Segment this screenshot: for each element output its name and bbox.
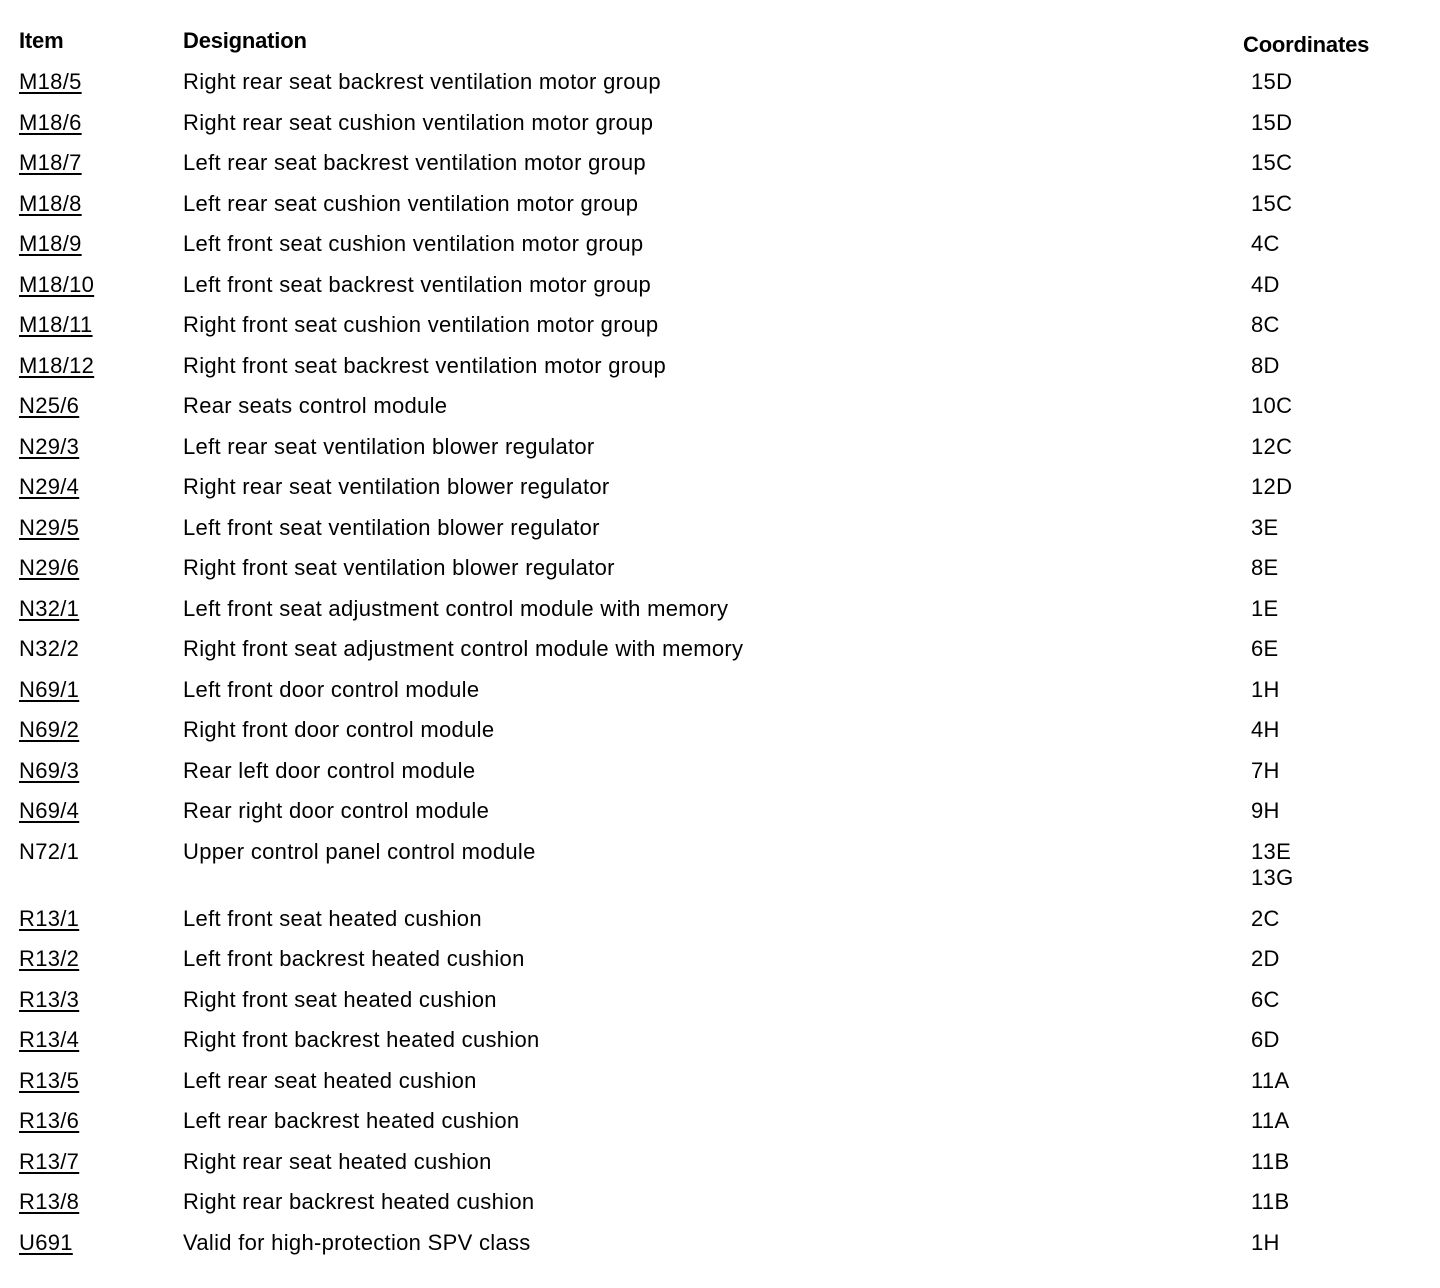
coordinate-value: 1H xyxy=(1251,676,1280,702)
coordinate-value: 15D xyxy=(1251,109,1293,135)
table-row xyxy=(0,427,1440,468)
coordinate-value: 1H xyxy=(1251,1229,1280,1255)
designation-text: Left rear seat cushion ventilation motor group xyxy=(183,190,639,216)
item-link[interactable]: N32/1 xyxy=(19,595,80,621)
item-link[interactable]: R13/3 xyxy=(19,986,80,1012)
designation-text: Left rear seat heated cushion xyxy=(183,1067,477,1093)
coordinates-cell xyxy=(1251,717,1280,743)
coordinate-value: 2D xyxy=(1251,946,1280,971)
item-link[interactable]: N25/6 xyxy=(19,393,80,418)
coordinates-cell xyxy=(1251,191,1292,217)
item-link[interactable]: N29/5 xyxy=(19,514,80,540)
designation-text: Upper control panel control module xyxy=(183,838,536,864)
table-row xyxy=(0,1020,1440,1061)
designation-text: Left front seat backrest ventilation motor group xyxy=(183,271,652,297)
item-link[interactable]: N69/4 xyxy=(19,798,80,823)
coordinate-value: 15C xyxy=(1251,150,1293,175)
table-row xyxy=(0,1223,1440,1264)
coordinate-value: 10C xyxy=(1251,393,1293,418)
table-row xyxy=(0,751,1440,792)
coordinate-value: 11B xyxy=(1251,1148,1290,1174)
coordinate-value: 11B xyxy=(1251,1189,1290,1214)
table-row xyxy=(0,1061,1440,1102)
item-link[interactable]: R13/1 xyxy=(19,905,80,931)
designation-text: Right rear seat heated cushion xyxy=(183,1148,492,1174)
designation-text: Right rear backrest heated cushion xyxy=(183,1189,535,1214)
table-row xyxy=(0,1101,1440,1142)
coordinate-value: 2C xyxy=(1251,905,1280,931)
coordinate-value: 12C xyxy=(1251,433,1293,459)
coordinate-value: 8D xyxy=(1251,352,1280,378)
coordinates-cell xyxy=(1251,110,1292,136)
coordinates-cell xyxy=(1251,515,1279,541)
coordinate-value: 7H xyxy=(1251,757,1280,783)
table-row xyxy=(0,899,1440,940)
coordinates-cell xyxy=(1251,1189,1289,1215)
designation-text: Right front seat adjustment control module with memory xyxy=(183,636,744,661)
table-row xyxy=(0,467,1440,508)
table-row xyxy=(0,629,1440,670)
designation-text: Left front seat heated cushion xyxy=(183,905,482,931)
designation-text: Right front backrest heated cushion xyxy=(183,1027,540,1052)
table-row xyxy=(0,670,1440,711)
coordinates-cell xyxy=(1251,434,1292,460)
coordinate-value: 1E xyxy=(1251,595,1279,621)
designation-text: Left front door control module xyxy=(183,676,480,702)
header-designation: Designation xyxy=(183,28,307,53)
coordinates-cell xyxy=(1251,1027,1280,1053)
item-link[interactable]: M18/10 xyxy=(19,271,95,297)
item-link[interactable]: R13/8 xyxy=(19,1189,80,1214)
item-link[interactable]: M18/11 xyxy=(19,312,93,337)
table-row xyxy=(0,103,1440,144)
item-link[interactable]: R13/2 xyxy=(19,946,80,971)
item-link[interactable]: N29/3 xyxy=(19,433,80,459)
coordinates-cell xyxy=(1251,636,1279,662)
table-row xyxy=(0,305,1440,346)
table-row xyxy=(0,224,1440,265)
item-link[interactable]: M18/12 xyxy=(19,352,95,378)
table-row xyxy=(0,589,1440,630)
coordinate-value: 11A xyxy=(1251,1108,1290,1133)
coordinates-cell xyxy=(1251,1230,1280,1256)
coordinates-cell xyxy=(1251,677,1280,703)
item-link[interactable]: R13/5 xyxy=(19,1067,80,1093)
coordinate-value: 8C xyxy=(1251,312,1280,337)
designation-text: Left front backrest heated cushion xyxy=(183,946,525,971)
designation-text: Left rear seat ventilation blower regulator xyxy=(183,433,595,459)
designation-text: Left front seat cushion ventilation motor group xyxy=(183,231,644,256)
table-row xyxy=(0,184,1440,225)
table-row xyxy=(0,791,1440,832)
item-link[interactable]: M18/7 xyxy=(19,150,82,175)
item-link[interactable]: M18/5 xyxy=(19,69,82,94)
coordinate-value: 3E xyxy=(1251,514,1279,540)
coordinates-cell xyxy=(1251,758,1280,784)
coordinate-value: 4D xyxy=(1251,271,1280,297)
item-link[interactable]: R13/6 xyxy=(19,1108,80,1133)
item-link[interactable]: R13/4 xyxy=(19,1027,80,1052)
coordinate-value: 12D xyxy=(1251,474,1293,499)
table-row xyxy=(0,1182,1440,1223)
coordinate-value: 11A xyxy=(1251,1067,1290,1093)
header-item: Item xyxy=(19,28,64,53)
coordinates-cell xyxy=(1251,987,1280,1013)
table-row xyxy=(0,62,1440,103)
designation-text: Rear seats control module xyxy=(183,393,448,418)
coordinate-value: 15C xyxy=(1251,190,1293,216)
designation-text: Left rear seat backrest ventilation motor group xyxy=(183,150,646,175)
coordinates-cell xyxy=(1251,946,1280,972)
table-row xyxy=(0,265,1440,306)
table-row xyxy=(0,143,1440,184)
item-label: N32/2 xyxy=(19,636,80,661)
designation-text: Right front seat backrest ventilation motor group xyxy=(183,352,667,378)
coordinates-cell xyxy=(1251,555,1279,581)
coordinates-cell xyxy=(1251,1149,1289,1175)
table-header xyxy=(0,0,1440,62)
designation-text: Left rear backrest heated cushion xyxy=(183,1108,520,1133)
coordinates-cell xyxy=(1251,353,1280,379)
coordinates-cell xyxy=(1251,474,1292,500)
item-link[interactable]: R13/7 xyxy=(19,1148,80,1174)
coordinates-cell xyxy=(1251,69,1292,95)
item-link[interactable]: N29/6 xyxy=(19,555,80,580)
table-row xyxy=(0,508,1440,549)
coordinate-value: 4H xyxy=(1251,717,1280,742)
designation-text: Right rear seat cushion ventilation motor group xyxy=(183,109,654,135)
table-row xyxy=(0,548,1440,589)
item-link[interactable]: N29/4 xyxy=(19,474,80,499)
designation-text: Right rear seat backrest ventilation motor group xyxy=(183,69,661,94)
table-row xyxy=(0,386,1440,427)
coordinates-cell xyxy=(1251,906,1280,932)
designation-text: Right front seat cushion ventilation motor group xyxy=(183,312,659,337)
item-link[interactable]: N69/2 xyxy=(19,717,80,742)
designation-text: Right front seat heated cushion xyxy=(183,986,497,1012)
coordinates-cell xyxy=(1251,1068,1289,1094)
coordinates-cell xyxy=(1251,272,1280,298)
table-row xyxy=(0,710,1440,751)
item-link[interactable]: N69/1 xyxy=(19,676,80,702)
designation-text: Right front seat ventilation blower regulator xyxy=(183,555,615,580)
designation-text: Left front seat ventilation blower regulator xyxy=(183,514,600,540)
designation-text: Rear left door control module xyxy=(183,757,476,783)
header-coordinates: Coordinates xyxy=(1243,32,1370,57)
table-row xyxy=(0,980,1440,1021)
designation-text: Right front door control module xyxy=(183,717,495,742)
coordinate-value: 15D xyxy=(1251,69,1293,94)
designation-text: Right rear seat ventilation blower regulator xyxy=(183,474,610,499)
coordinate-value: 13G xyxy=(1251,864,1294,890)
coordinates-cell xyxy=(1251,596,1279,622)
coordinate-value: 6C xyxy=(1251,986,1280,1012)
item-link[interactable]: N69/3 xyxy=(19,757,80,783)
item-link[interactable]: M18/9 xyxy=(19,231,82,256)
coordinates-cell xyxy=(1251,312,1280,338)
coordinates-cell xyxy=(1251,1108,1289,1134)
table-row xyxy=(0,346,1440,387)
item-link[interactable]: U691 xyxy=(19,1229,73,1255)
coordinate-value: 6E xyxy=(1251,636,1279,661)
item-label: N72/1 xyxy=(19,838,80,864)
designation-text: Valid for high-protection SPV class xyxy=(183,1229,531,1255)
table-row xyxy=(0,939,1440,980)
designation-text: Rear right door control module xyxy=(183,798,490,823)
coordinates-cell xyxy=(1251,798,1280,824)
coordinate-value: 9H xyxy=(1251,798,1280,823)
coordinates-cell xyxy=(1251,150,1292,176)
coordinates-cell xyxy=(1251,393,1292,419)
coordinate-value: 8E xyxy=(1251,555,1279,580)
coordinates-cell xyxy=(1251,231,1280,257)
item-link[interactable]: M18/8 xyxy=(19,190,82,216)
coordinate-value: 4C xyxy=(1251,231,1280,256)
coordinates-cell xyxy=(1251,839,1293,891)
item-link[interactable]: M18/6 xyxy=(19,109,82,135)
coordinate-value: 13E xyxy=(1251,838,1292,864)
designation-text: Left front seat adjustment control module with memory xyxy=(183,595,729,621)
coordinate-value: 6D xyxy=(1251,1027,1280,1052)
table-row xyxy=(0,832,1440,899)
table-row xyxy=(0,1142,1440,1183)
table-body xyxy=(0,62,1440,1263)
